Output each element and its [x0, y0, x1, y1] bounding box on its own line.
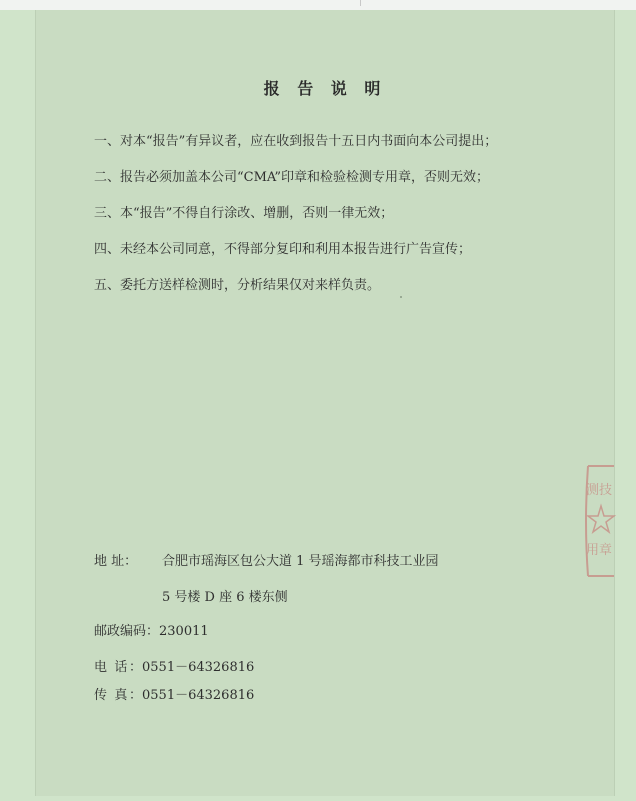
postcode-row — [94, 622, 209, 642]
scan-speck — [400, 296, 402, 298]
fax-label: 传 真： — [94, 688, 142, 703]
phone-value: 0551－64326816 — [142, 660, 255, 675]
note-item-1: 一、对本“报告”有异议者，应在收到报告十五日内书面向本公司提出； — [94, 134, 498, 149]
address-row — [94, 552, 439, 572]
report-notes-list — [94, 132, 614, 312]
note-item-2: 二、报告必须加盖本公司“CMA”印章和检验检测专用章，否则无效； — [94, 170, 490, 185]
phone-label: 电 话： — [94, 660, 142, 675]
postcode-value: 230011 — [159, 624, 209, 639]
address-row-2 — [94, 588, 288, 608]
note-item-5: 五、委托方送样检测时，分析结果仅对来样负责。 — [94, 278, 381, 293]
seal-star-icon — [588, 506, 614, 532]
seal-text-top: 测技 — [586, 483, 613, 498]
partial-seal-stamp — [584, 462, 618, 580]
seal-text-bottom: 用章 — [586, 543, 613, 558]
phone-row — [94, 658, 254, 678]
fax-row — [94, 686, 254, 706]
address-line-1: 合肥市瑶海区包公大道 1 号瑶海都市科技工业园 — [162, 554, 439, 569]
address-line-2: 5 号楼 D 座 6 楼东侧 — [162, 590, 288, 605]
note-item-3: 三、本“报告”不得自行涂改、增删，否则一律无效； — [94, 206, 394, 221]
document-title: 报 告 说 明 — [263, 79, 387, 98]
fax-value: 0551－64326816 — [142, 688, 255, 703]
top-toolbar-strip — [0, 0, 636, 10]
toolbar-divider — [360, 0, 361, 6]
postcode-label: 邮政编码： — [94, 624, 160, 639]
document-page — [36, 10, 614, 796]
address-label: 地 址： — [94, 554, 138, 569]
note-item-4: 四、未经本公司同意，不得部分复印和利用本报告进行广告宣传； — [94, 242, 472, 257]
